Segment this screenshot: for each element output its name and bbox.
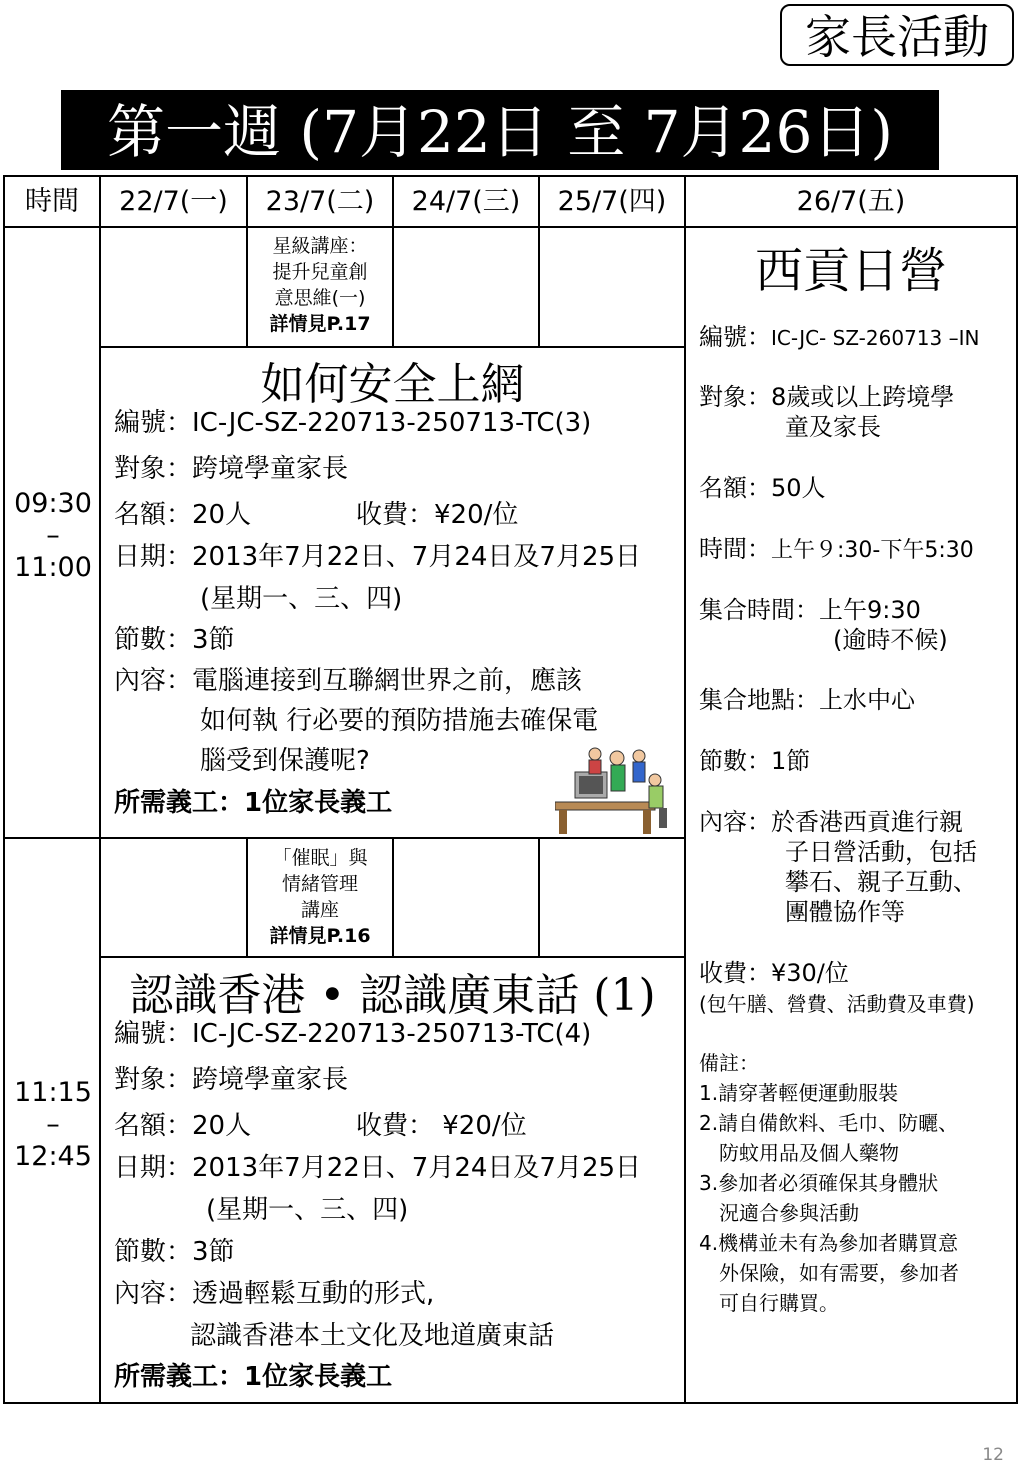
camp-target: 對象：8歲或以上跨境學 童及家長 [699,383,955,441]
camp-time: 時間：上午９:30-下午5:30 [699,535,974,563]
camp-fee: 收費：¥30/位 [699,959,849,987]
header-time: 時間 [25,186,79,217]
slot1-content-3: 腦受到保護呢? [200,746,370,776]
slot1-fee: 收費：¥20/位 [356,500,519,530]
slot1-sessions: 節數：3節 [114,625,235,655]
parent-activity-badge: 家長活動 [780,4,1014,66]
header-thu: 25/7(四) [557,186,667,217]
slot2-code: 編號：IC-JC-SZ-220713-250713-TC(4) [114,1019,592,1049]
slot2-title: 認識香港 • 認識廣東話 (1) [129,970,656,1021]
slot2-talk: 「催眠」與 情緒管理 講座 詳情見P.16 [269,847,371,947]
camp-code: 編號：IC-JC- SZ-260713 –IN [699,323,980,351]
slot1-content-2: 如何執 行必要的預防措施去確保電 [200,706,599,736]
slot1-title: 如何安全上網 [260,359,525,410]
slot1-content-1: 內容：電腦連接到互聯網世界之前，應該 [114,666,583,696]
header-wed: 24/7(三) [411,186,521,217]
page-number: 12 [982,1445,1004,1465]
camp-meet-time: 集合時間：上午9:30 (逾時不候) [699,596,948,654]
camp-sessions: 節數：1節 [699,747,811,775]
computer-users-illustration [555,740,675,835]
slot2-content-2: 認識香港本土文化及地道廣東話 [190,1321,555,1351]
slot2-content-1: 內容：透過輕鬆互動的形式, [114,1279,435,1309]
slot1-talk: 星級講座： 提升兒童創 意思維(一) 詳情見P.17 [269,235,371,335]
slot2-quota: 名額：20人 [114,1111,252,1141]
slot1-date-days: (星期一、三、四) [200,584,403,614]
camp-remarks: 備註： 1.請穿著輕便運動服裝 2.請自備飲料、毛巾、防曬、 防蚊用品及個人藥物 3.參加者必須確保其身體狀 況適合參與活動 4.機構並未有為參加者購買意 外保險，如有需要，參加者 可自行購買。 [699,1051,959,1315]
camp-title: 西貢日營 [754,243,947,299]
slot2-volunteer: 所需義工：1位家長義工 [114,1362,393,1392]
slot1-quota: 名額：20人 [114,500,252,530]
header-fri: 26/7(五) [796,186,906,217]
header-mon: 22/7(一) [119,186,228,217]
slot2-sessions: 節數：3節 [114,1237,235,1267]
slot1-date: 日期：2013年7月22日、7月24日及7月25日 [114,542,642,572]
slot2-time: 11:15 – 12:45 [14,1077,92,1172]
slot1-time: 09:30 – 11:00 [14,488,92,583]
slot1-code: 編號：IC-JC-SZ-220713-250713-TC(3) [114,408,592,438]
slot2-date-days: (星期一、三、四) [206,1195,409,1225]
camp-quota: 名額：50人 [699,474,826,502]
slot1-volunteer: 所需義工：1位家長義工 [114,788,393,818]
camp-content: 內容：於香港西貢進行親 子日營活動，包括 攀石、親子互動、 團體協作等 [699,808,977,926]
slot2-target: 對象：跨境學童家長 [114,1065,349,1095]
slot2-fee: 收費： ¥20/位 [356,1111,527,1141]
header-tue: 23/7(二) [265,186,375,217]
slot1-target: 對象：跨境學童家長 [114,454,349,484]
slot2-date: 日期：2013年7月22日、7月24日及7月25日 [114,1153,642,1183]
week-banner: 第一週 (7月22日 至 7月26日) [61,90,939,170]
camp-meet-place: 集合地點：上水中心 [699,686,915,714]
camp-fee-note: (包午膳、營費、活動費及車費) [699,992,975,1016]
